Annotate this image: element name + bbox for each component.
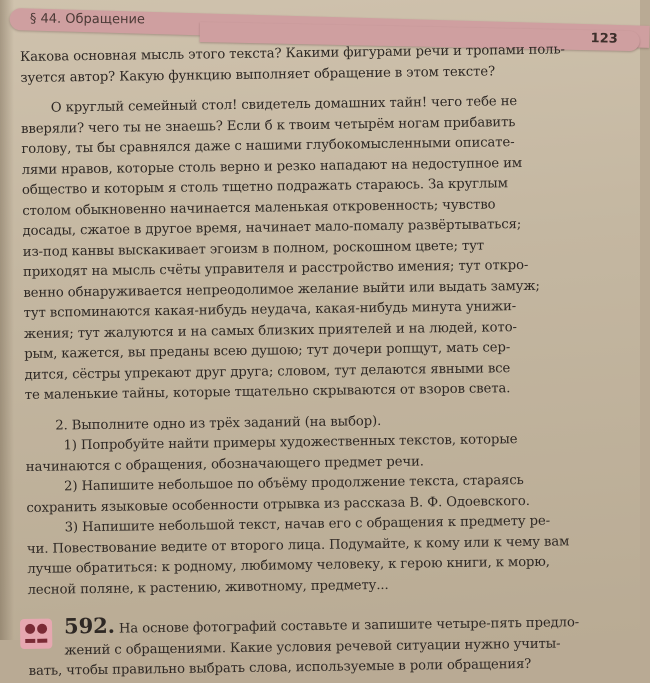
- task-2: [25, 408, 603, 601]
- section-title: § 44. Обращение: [29, 11, 146, 28]
- text-line: начинаются с обращения, обозначающего предмет речи.: [25, 453, 424, 475]
- text-line: вверяли? чего ты не знаешь? Если б к твоим четырём ногам прибавить: [21, 114, 516, 137]
- text-line: 2) Напишите небольшое по объёму продолжение текста, стараясь: [64, 473, 524, 495]
- exercise-number: 592.: [63, 612, 115, 639]
- text-line: досады, сжатое в другое время, начинает мало-помалу развёртываться;: [22, 217, 522, 239]
- text-line: голову, ты бы сравнялся даже с нашими глубокомысленными описате-: [21, 135, 515, 157]
- task-option-3: [27, 511, 603, 601]
- text-line: из-под канвы выскакивает эгоизм в полном, роскошном цвете; тут: [22, 238, 485, 260]
- exercise-592: [28, 609, 604, 683]
- text-line: Какова основная мысль этого текста? Какими фигурами речи и тропами поль-: [20, 42, 565, 65]
- text-line: жений с обращениями. Какие условия речевой ситуации нужно учиты-: [64, 636, 561, 658]
- text-line: 3) Напишите небольшой текст, начав его с обращения к предмету ре-: [64, 513, 551, 536]
- text-line: чи. Повествование ведите от второго лица. Подумайте, к кому или к чему вам: [26, 533, 570, 557]
- text-line: О круглый семейный стол! свидетель домашних тайн! чего тебе не: [50, 94, 518, 116]
- text-line: лесной поляне, к растению, животному, предмету...: [27, 577, 389, 598]
- page-gutter-shadow: [0, 0, 14, 640]
- text-line: приходят на мысль счёты управителя и расстройство имения; тут откро-: [23, 257, 529, 280]
- text-line: вать, чтобы правильно выбрать слова, используемые в роли обращения?: [28, 656, 532, 679]
- text-line: дится, сёстры упрекают друг друга; словом, тут делаются явными все: [24, 360, 511, 383]
- text-line: столом обыкновенно начинается маленькая откровенность; чувство: [22, 196, 496, 219]
- text-line: 1) Попробуйте найти примеры художественных текстов, которые: [63, 432, 518, 454]
- text-line: лучше обратиться: к родному, любимому человеку, к герою книги, к морю,: [27, 554, 550, 577]
- text-line: общество и которым я столь тщетно подражать стараюсь. За круглым: [21, 176, 508, 198]
- page-content: [20, 40, 604, 682]
- text-line: сохранить языковые особенности отрывка из рассказа В. Ф. Одоевского.: [26, 493, 530, 516]
- dialogue-icon: [20, 619, 52, 649]
- task-heading: 2. Выполните одно из трёх заданий (на выбор).: [55, 413, 382, 434]
- text-line: лями нравов, которые столь верно и резко нападают на недоступное им: [21, 155, 523, 178]
- text-line: тут вспоминаются какая-нибудь неудача, какая-нибудь минута унижи-: [23, 299, 517, 321]
- text-line: венно обнаруживается непреодолимое желание выйти или выдать замуж;: [23, 278, 540, 301]
- page-number: 123: [590, 31, 618, 47]
- text-line: На основе фотографий составьте и запишите четыре-пять предло-: [118, 615, 580, 637]
- text-line: зуется автор? Какую функцию выполняет обращение в этом тексте?: [20, 63, 496, 86]
- text-line: жения; тут жалуются и на самых близких приятелей и на людей, кото-: [23, 319, 517, 342]
- text-line: те маленькие тайны, которые тщательно скрываются от взоров света.: [24, 381, 511, 403]
- text-line: рым, кажется, вы преданы всею душою; тут дочери ропщут, мать сер-: [24, 340, 511, 362]
- passage-paragraph: [21, 91, 600, 406]
